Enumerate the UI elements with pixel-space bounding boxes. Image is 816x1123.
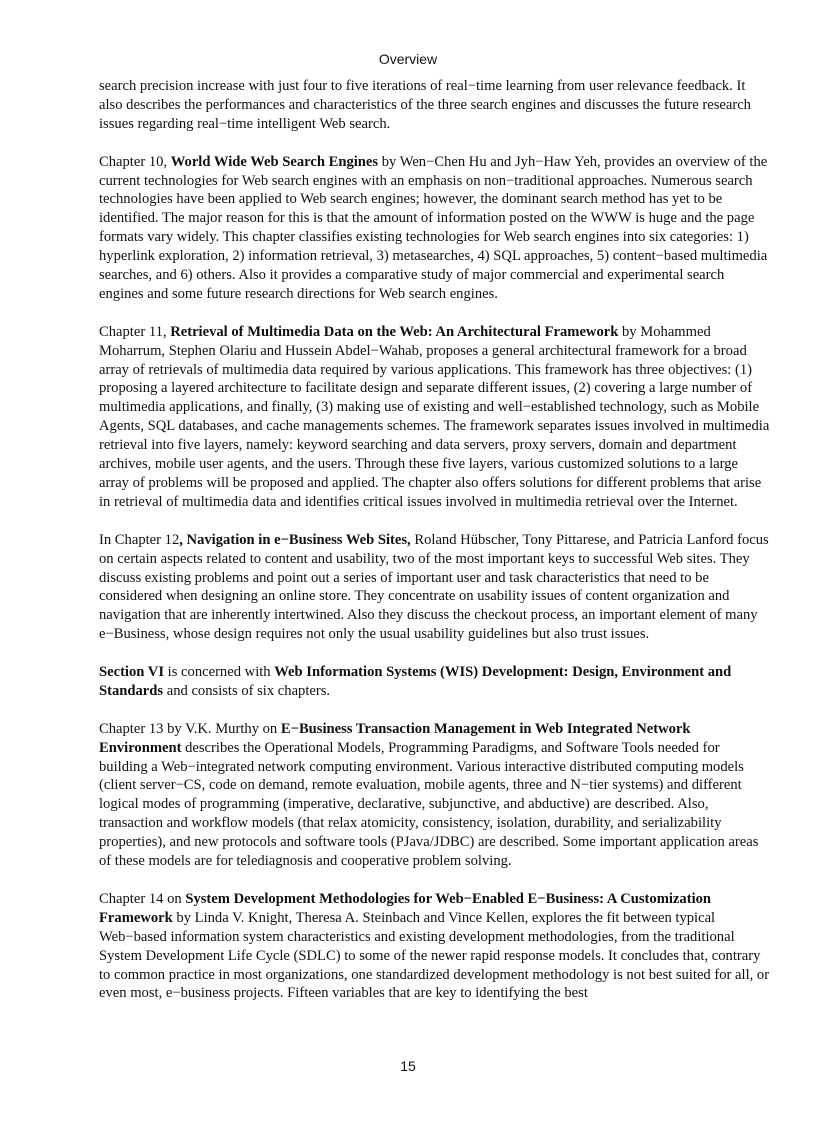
chapter-12-title: , Navigation in e−Business Web Sites, <box>179 531 411 548</box>
page-number: 15 <box>400 1058 416 1074</box>
running-header: Overview <box>378 51 438 67</box>
chapter-13-title: E−Business Transaction Management in Web Integrated Network Environment <box>99 720 691 756</box>
paragraph-chapter-12: In Chapter 12, Navigation in e−Business Web Sites, Roland Hübscher, Tony Pittarese, and Patricia Lanford focus on certain aspects related to content and usability, two of the most important keys to successful Web sites. They discuss existing problems and point out a series of important user and task characteristics that need to be considered when designing an online store. They concentrate on usability issues of content organization and navigation that are inherently intertwined. Also they discuss the checkout process, an important element of many e−Business, whose design requires not only the usual usability guidelines but also trust issues. <box>99 531 769 643</box>
paragraph-section-vi: Section VI is concerned with Web Information Systems (WIS) Development: Design, Environment and Standards and consists of six chapters. <box>99 664 732 699</box>
paragraph-chapter-13: Chapter 13 by V.K. Murthy on E−Business Transaction Management in Web Integrated Network Environment describes the Operational Models, Programming Paradigms, and Software Tools needed for building a Web−integrated network computing environment. Various interactive distributed computing models (client server−CS, code on demand, remote evaluation, mobile agents, three and N−tier systems) and different logical modes of programming (imperative, declarative, subjunctive, and abductive) are described. Also, transaction and workflow models (that relax atomicity, consistency, isolation, durability, and serializability properties), and new protocols and software tools (PJava/JDBC) are described. Some important application areas of these models are for telediagnosis and cooperative problem solving. <box>99 720 759 870</box>
chapter-14-title: System Development Methodologies for Web−Enabled E−Business: A Customization Framework <box>99 890 712 926</box>
chapter-11-title: Retrieval of Multimedia Data on the Web: An Architectural Framework <box>170 323 619 340</box>
paragraph-chapter-11: Chapter 11, Retrieval of Multimedia Data on the Web: An Architectural Framework by Mohammed Moharrum, Stephen Olariu and Hussein Abdel−Wahab, proposes a general architectural framework for a broad array of retrievals of multimedia data required by various applications. This framework has three objectives: (1) proposing a layered architecture to facilitate design and separate different issues, (2) covering a large number of multimedia applications, and finally, (3) making use of existing and well−established technology, such as Mobile Agents, SQL databases, and cache managements schemes. The framework separates issues involved in multimedia retrieval into five layers, namely: keyword searching and data servers, proxy servers, domain and department archives, mobile user agents, and the users. Through these five layers, various customized solutions to a large array of problems will be proposed and applied. The chapter also offers solutions for different problems that arise in retrieval of multimedia data and identifies critical issues involved in multimedia retrieval over the Internet. <box>99 323 770 510</box>
paragraph-chapter-10: Chapter 10, World Wide Web Search Engines by Wen−Chen Hu and Jyh−Haw Yeh, provides an overview of the current technologies for Web search engines with an emphasis on non−traditional approaches. Numerous search technologies have been applied to Web search engines; however, the dominant search method has yet to be identified. The major reason for this is that the amount of information posted on the WWW is huge and the page formats vary widely. This chapter classifies existing technologies for Web search engines into six categories: 1) hyperlink exploration, 2) information retrieval, 3) metasearches, 4) SQL approaches, 5) content−based multimedia searches, and 6) others. Also it provides a comparative study of major commercial and experimental search engines and some future research directions for Web search engines. <box>99 153 768 302</box>
page-body <box>99 77 771 1022</box>
chapter-10-title: World Wide Web Search Engines <box>170 153 379 170</box>
paragraph-search-summary: search precision increase with just four to five iterations of real−time learning from user relevance feedback. It also describes the performances and characteristics of the three search engines and discusses the future research issues regarding real−time intelligent Web search. <box>99 78 751 132</box>
section-vi-label: Section VI <box>99 664 165 681</box>
section-vi-title: Web Information Systems (WIS) Development: Design, Environment and Standards <box>99 664 732 699</box>
paragraph-chapter-14: Chapter 14 on System Development Methodologies for Web−Enabled E−Business: A Customization Framework by Linda V. Knight, Theresa A. Steinbach and Vince Kellen, explores the fit between typical Web−based information system characteristics and existing development methodologies, from the traditional System Development Life Cycle (SDLC) to some of the newer rapid response models. It concludes that, contrary to common practice in most organizations, one standardized development methodology is not best suited for all, or even most, e−business projects. Fifteen variables that are key to identifying the best <box>99 890 770 1002</box>
